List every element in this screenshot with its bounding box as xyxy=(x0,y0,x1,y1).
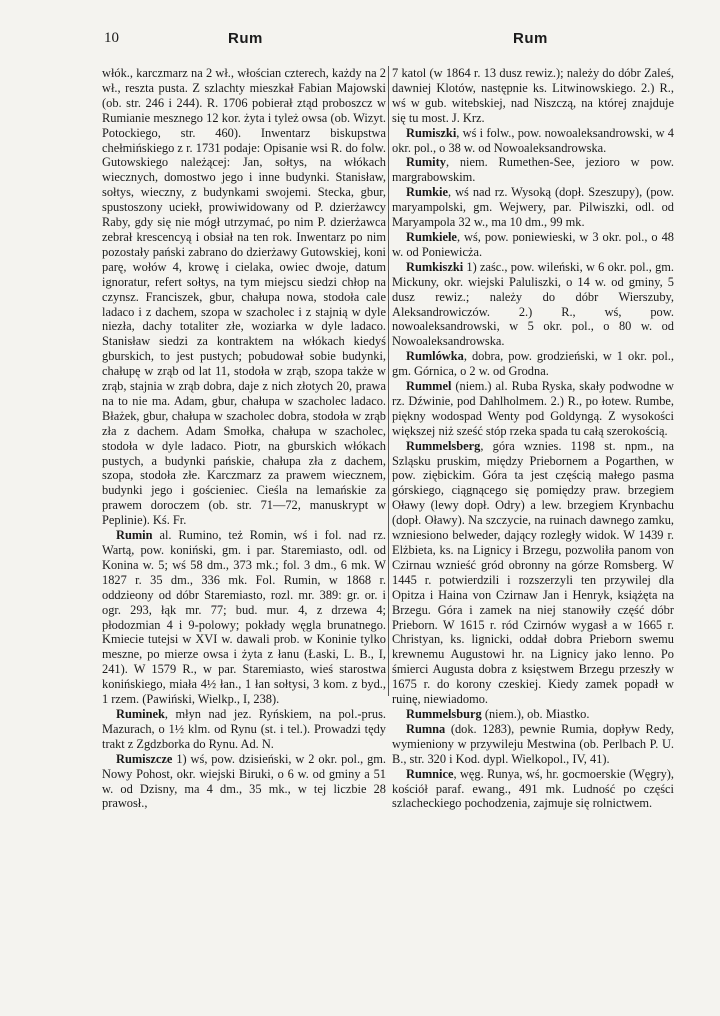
entry-headword: Rumnice xyxy=(406,766,454,781)
dictionary-entry xyxy=(392,379,674,439)
entry-text: , dobra, pow. grodzieński, w 1 okr. pol., gm. Górnica, o 2 w. od Grodna. xyxy=(392,349,674,379)
dictionary-entry xyxy=(102,528,386,707)
entry-text: 1) wś, pow. dzisieński, w 2 okr. pol., gm. Nowy Pohost, okr. wiejski Biruki, o 6 w. od gminy a 51 w. od Dzisny, ma 4 dm., 35 mk., w tej liczbie 28 prawosł., xyxy=(102,751,386,811)
entry-text: (dok. 1283), pewnie Rumia, dopływ Redy, wymieniony w przywileju Mestwina (ob. Perlbach P. U. B., str. 320 i Kod. dypl. Wielkopol., IV, 41). xyxy=(392,721,674,766)
entry-text: 7 katol (w 1864 r. 13 dusz rewiz.); należy do dóbr Zaleś, dawniej Klotów, następnie ks. Litwinowskiego. 2.) R., wś w gub. witebskiej, nad Niszczą, na której znajduje się tu most. J. Krz. xyxy=(392,66,674,125)
entry-headword: Rummelsberg xyxy=(406,438,481,453)
entry-text: , młyn nad jez. Ryńskiem, na pol.-prus. Mazurach, o 1½ klm. od Rynu (st. i tel.). Prowadzi tędy trakt z Zgdzborka do Rynu. Ad. N. xyxy=(102,706,386,751)
entry-text: (niem.), ob. Miastko. xyxy=(481,706,590,721)
entry-headword: Rumkiele xyxy=(406,229,457,244)
entry-headword: Rumity xyxy=(406,155,446,170)
dictionary-entry xyxy=(102,707,386,752)
dictionary-entry xyxy=(102,66,386,528)
page-number: 10 xyxy=(104,30,119,46)
entry-text: al. Rumino, też Romin, wś i fol. nad rz. Wartą, pow. koniński, gm. i par. Staremiasto, odl. od Konina w. 5; wś 58 dm., 373 mk.; fol. 3 dm., 6 mk. W 1827 r. 35 dm., 336 mk. Fol. Rumin, w 1868 r. oddzieony od dóbr Staremiasto, rozl. mr. 389: gr. or. i ogr. 293, łąk mr. 77; bud. mur. 4, z drzewa 4; płodozmian 4 i 9-polowy; pokłady węgla brunatnego. Kmiecie tutejsi w XVI w. dawali prob. w Koninie tylko meszne, po mierze owsa i żyta z łanu (Łaski, L. B., I, 241). W 1579 R., w par. Staremiasto, wieś starostwa konińskiego, miała 4½ łan., 1 łan sołtysi, 3 kom. z byd., 1 rzem. (Pawiński, Wielkp., I, 238). xyxy=(102,528,386,707)
left-column xyxy=(102,66,386,811)
entry-text: , wś nad rz. Wysoką (dopł. Szeszupy), (pow. maryampolski, gm. Wejwery, par. Pilwiszki, odl. od Maryampola 32 w., ma 10 dm., 99 mk. xyxy=(392,185,674,230)
running-head-right: Rum xyxy=(513,30,548,47)
entry-headword: Rumkie xyxy=(406,185,448,200)
running-head-left: Rum xyxy=(228,30,263,47)
entry-text: , niem. Rumethen-See, jezioro w pow. margrabowskim. xyxy=(392,155,674,185)
entry-headword: Rumlówka xyxy=(406,349,464,364)
entry-text: (niem.) al. Ruba Ryska, skały podwodne w rz. Dźwinie, pod Dahlholmem. 2.) R., po łotew. Rumbe, piękny wodospad Wenty pod Goldyngą. Z wysokości większej niż sześć stóp rzeka spada tu całą szerokością. xyxy=(392,379,674,438)
entry-headword: Rummelsburg xyxy=(406,706,482,721)
dictionary-entry xyxy=(392,155,674,185)
right-column xyxy=(392,66,674,811)
entry-headword: Rumna xyxy=(406,721,446,736)
entry-text: 1) zaśc., pow. wileński, w 6 okr. pol., gm. Mickuny, okr. wiejski Paluliszki, o 14 w. od gminy, 5 dusz rewiz.; należy do dóbr Wierszuby, Aleksandrowiczów. 2.) R., wś, pow. nowoaleksandrowski, w 5 okr. pol., o 80 w. od Nowoaleksandrowska. xyxy=(392,259,674,349)
entry-headword: Rumin xyxy=(116,528,153,543)
dictionary-entry xyxy=(392,349,674,379)
dictionary-entry xyxy=(392,439,674,707)
entry-headword: Rummel xyxy=(406,379,452,394)
dictionary-entry xyxy=(392,66,674,126)
entry-text: włók., karczmarz na 2 wł., włościan czterech, każdy na 2 wł., reszta pusta. Z szlachty mieszkał Fabian Majowski (ob. str. 246 i 244). R. 1706 pobierał ztąd proboszcz w Rumianie mesznego 12 kor. żyta i tyleż owsa (ob. Wizyt. Potockiego, str. 460). Inwentarz biskupstwa chełmińskiego z r. 1731 podaje: Opisanie wsi R. do folw. Gutowskiego należącej: Jan, sołtys, na włókach wiecznych, domostwo jego i inne budynki. Stanisław, sołtys, wieczny, z budynkami swojemi. Stecka, gbur, spustoszony uciekł, prowiwidowany od P. dzierżawcy Raby, gdy się nie mógł utrzymać, po nim P. dzierżawca zebrał krescencyą i obsiał na ten rok. Inwentarz po nim pozostały pański zabrano do dzierżawy Gutowskiej, koni parę, wołów 4, krowę i cielaka, owiec dwoje, datum ignoratur, refert sołtys, na tym miejscu siedzi chłop na czynsz. Franciszek, gbur, chałupa nowa, stodoła cale ladaco i z dachem, szopa w szacholec i z stajnią w dyle niezła, dachy totaliter złe, woziarka w dyle ladaco. Stanisław siedzi za kontraktem na włókach kiedyś gburskich, to jest pustych; pobudował sobie budynki, chałupę w zrąb od lat 11, stodoła w zrąb, szopa także w zrąb, stajnia w zrąb dobra, daje z nich złotych 20, prawa na to nie ma. Adam, gbur, chałupa w szacholec ladaco. Błażek, gbur, chałupa w szacholec dobra, stodoła w zrąb zła z dachem. Adam Smołka, chałupa w szacholec, stodoła w dyle ladaco. Piotr, na gburskich włókach pustych, a budynki pańskie, chałupa zła z dachem, szopa, stodoła złe. Karczmarz za prawem wiecznem, budynki jego i gościeniec. Cieśla na lemańskie za prawem doroczem (ob. str. 71—72, manuskrypt w Peplinie). Kś. Fr. xyxy=(102,66,386,528)
entry-headword: Rumkiszki xyxy=(406,259,464,274)
dictionary-entry xyxy=(392,767,674,812)
entry-text: , góra wznies. 1198 st. npm., na Szląsku pruskim, między Priebornem a Pogarthen, w pow. ziębickim. Góra ta jest częścią małego pasma górskiego, ciągnącego się pomiędzy praw. brzegiem Oławy (lewy dopł. Odry) a lew. brzegiem Krynbachu (dopł. Oławy). Na szczycie, na ruinach dawnego zamku, wzniesiono belweder, dający rozległy widok. W 1439 r. Elżbieta, ks. na Lignicy i Brzegu, pozwoliła panom von Czirnau wznieść gród obronny na górze Romsberg. W 1445 r. potwierdzili i rozszerzyli ten przywilej dla Opitza i Haina von Czirnaw Jan i Henryk, książęta na Brzegu. Góra i zamek na niej stanowiły część dóbr Prieborn. W 1615 r. ród Czirnów wygasł a w 1665 r. Christyan, ks. lignicki, oddał dobra Prieborn swemu krewnemu Augustowi hr. na Lignicy jako lenno. Po śmierci Augusta dobra z księstwem Brzegu przeszły w 1675 r. do korony czeskiej. Kiedy zamek popadł w ruinę, niewiadomo. xyxy=(392,438,674,707)
dictionary-entry xyxy=(392,707,674,722)
entry-headword: Rumiszki xyxy=(406,125,457,140)
entry-headword: Ruminek xyxy=(116,706,165,721)
dictionary-entry xyxy=(392,722,674,767)
entry-text: , wś i folw., pow. nowoaleksandrowski, w 4 okr. pol., o 38 w. od Nowoaleksandrowska. xyxy=(392,125,674,155)
dictionary-entry xyxy=(392,126,674,156)
dictionary-entry xyxy=(102,752,386,812)
dictionary-entry xyxy=(392,260,674,349)
entry-headword: Rumiszcze xyxy=(116,751,173,766)
dictionary-entry xyxy=(392,230,674,260)
entry-text: , węg. Runya, wś, hr. gocmoerskie (Węgry), kościół paraf. ewang., 491 mk. Ludność po części szlacheckiego pochodzenia, zajmuje się rolnictwem. xyxy=(392,766,674,811)
entry-text: , wś, pow. poniewieski, w 3 okr. pol., o 48 w. od Poniewicża. xyxy=(392,229,674,259)
column-divider xyxy=(388,66,389,696)
dictionary-entry xyxy=(392,185,674,230)
page-header xyxy=(0,30,720,54)
